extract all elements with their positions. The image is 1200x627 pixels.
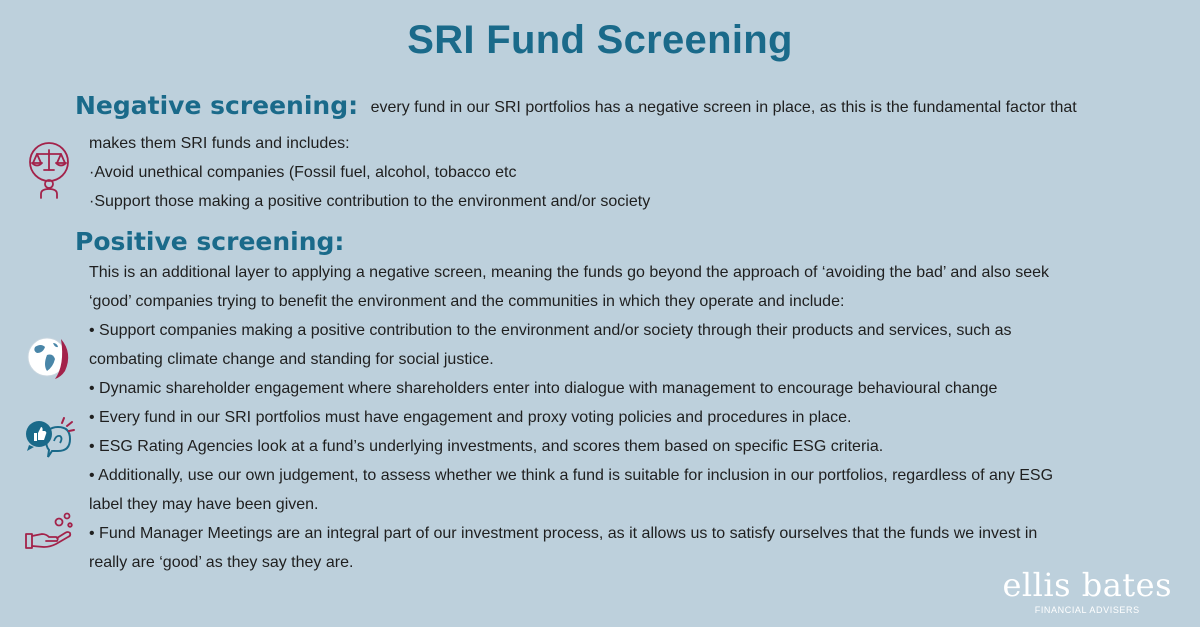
positive-line: This is an additional layer to applying a negative screen, meaning the funds go beyond the approach of ‘avoiding the bad’ and also seek — [89, 264, 1050, 281]
positive-line: ‘good’ companies trying to benefit the environment and the communities in which they operate and include: — [89, 293, 845, 310]
positive-line: • Additionally, use our own judgement, to assess whether we think a fund is suitable for inclusion in our portfolios, regardless of any ESG — [89, 467, 1054, 484]
globe-leaf-icon — [25, 331, 73, 383]
negative-line: ·Avoid unethical companies (Fossil fuel, alcohol, tobacco etc — [89, 164, 517, 181]
brand-name: ellis bates — [1002, 566, 1172, 604]
positive-line: • Every fund in our SRI portfolios must have engagement and proxy voting policies and procedures in place. — [89, 409, 852, 426]
positive-line: • Fund Manager Meetings are an integral part of our investment process, as it allows us to satisfy ourselves that the funds we invest in — [89, 525, 1038, 542]
brand-logo — [1002, 568, 1172, 615]
positive-line: • Dynamic shareholder engagement where shareholders enter into dialogue with management to encourage behavioural change — [89, 380, 998, 397]
negative-screening-heading: Negative screening: — [75, 91, 359, 120]
negative-line: ·Support those making a positive contribution to the environment and/or society — [89, 193, 651, 210]
negative-screening-intro-line — [75, 91, 1185, 120]
page-title: SRI Fund Screening — [407, 18, 793, 62]
positive-line: label they may have been given. — [89, 496, 319, 513]
negative-screening-list — [89, 129, 1139, 216]
brand-tagline: FINANCIAL ADVISERS — [1034, 605, 1140, 615]
positive-line: • ESG Rating Agencies look at a fund’s underlying investments, and scores them based on specific ESG criteria. — [89, 438, 884, 455]
positive-screening-heading: Positive screening: — [75, 227, 345, 256]
positive-line: combating climate change and standing for social justice. — [89, 351, 494, 368]
scales-person-icon — [24, 142, 74, 200]
negative-line: makes them SRI funds and includes: — [89, 135, 350, 152]
positive-screening-list — [89, 258, 1139, 577]
negative-screening-intro: every fund in our SRI portfolios has a negative screen in place, as this is the fundamental factor that — [370, 99, 1077, 116]
positive-line: really are ‘good’ as they say they are. — [89, 554, 354, 571]
hand-giving-icon — [24, 512, 76, 552]
thumbs-up-chat-icon — [24, 417, 76, 463]
positive-line: • Support companies making a positive contribution to the environment and/or society through their products and services, such as — [89, 322, 1012, 339]
